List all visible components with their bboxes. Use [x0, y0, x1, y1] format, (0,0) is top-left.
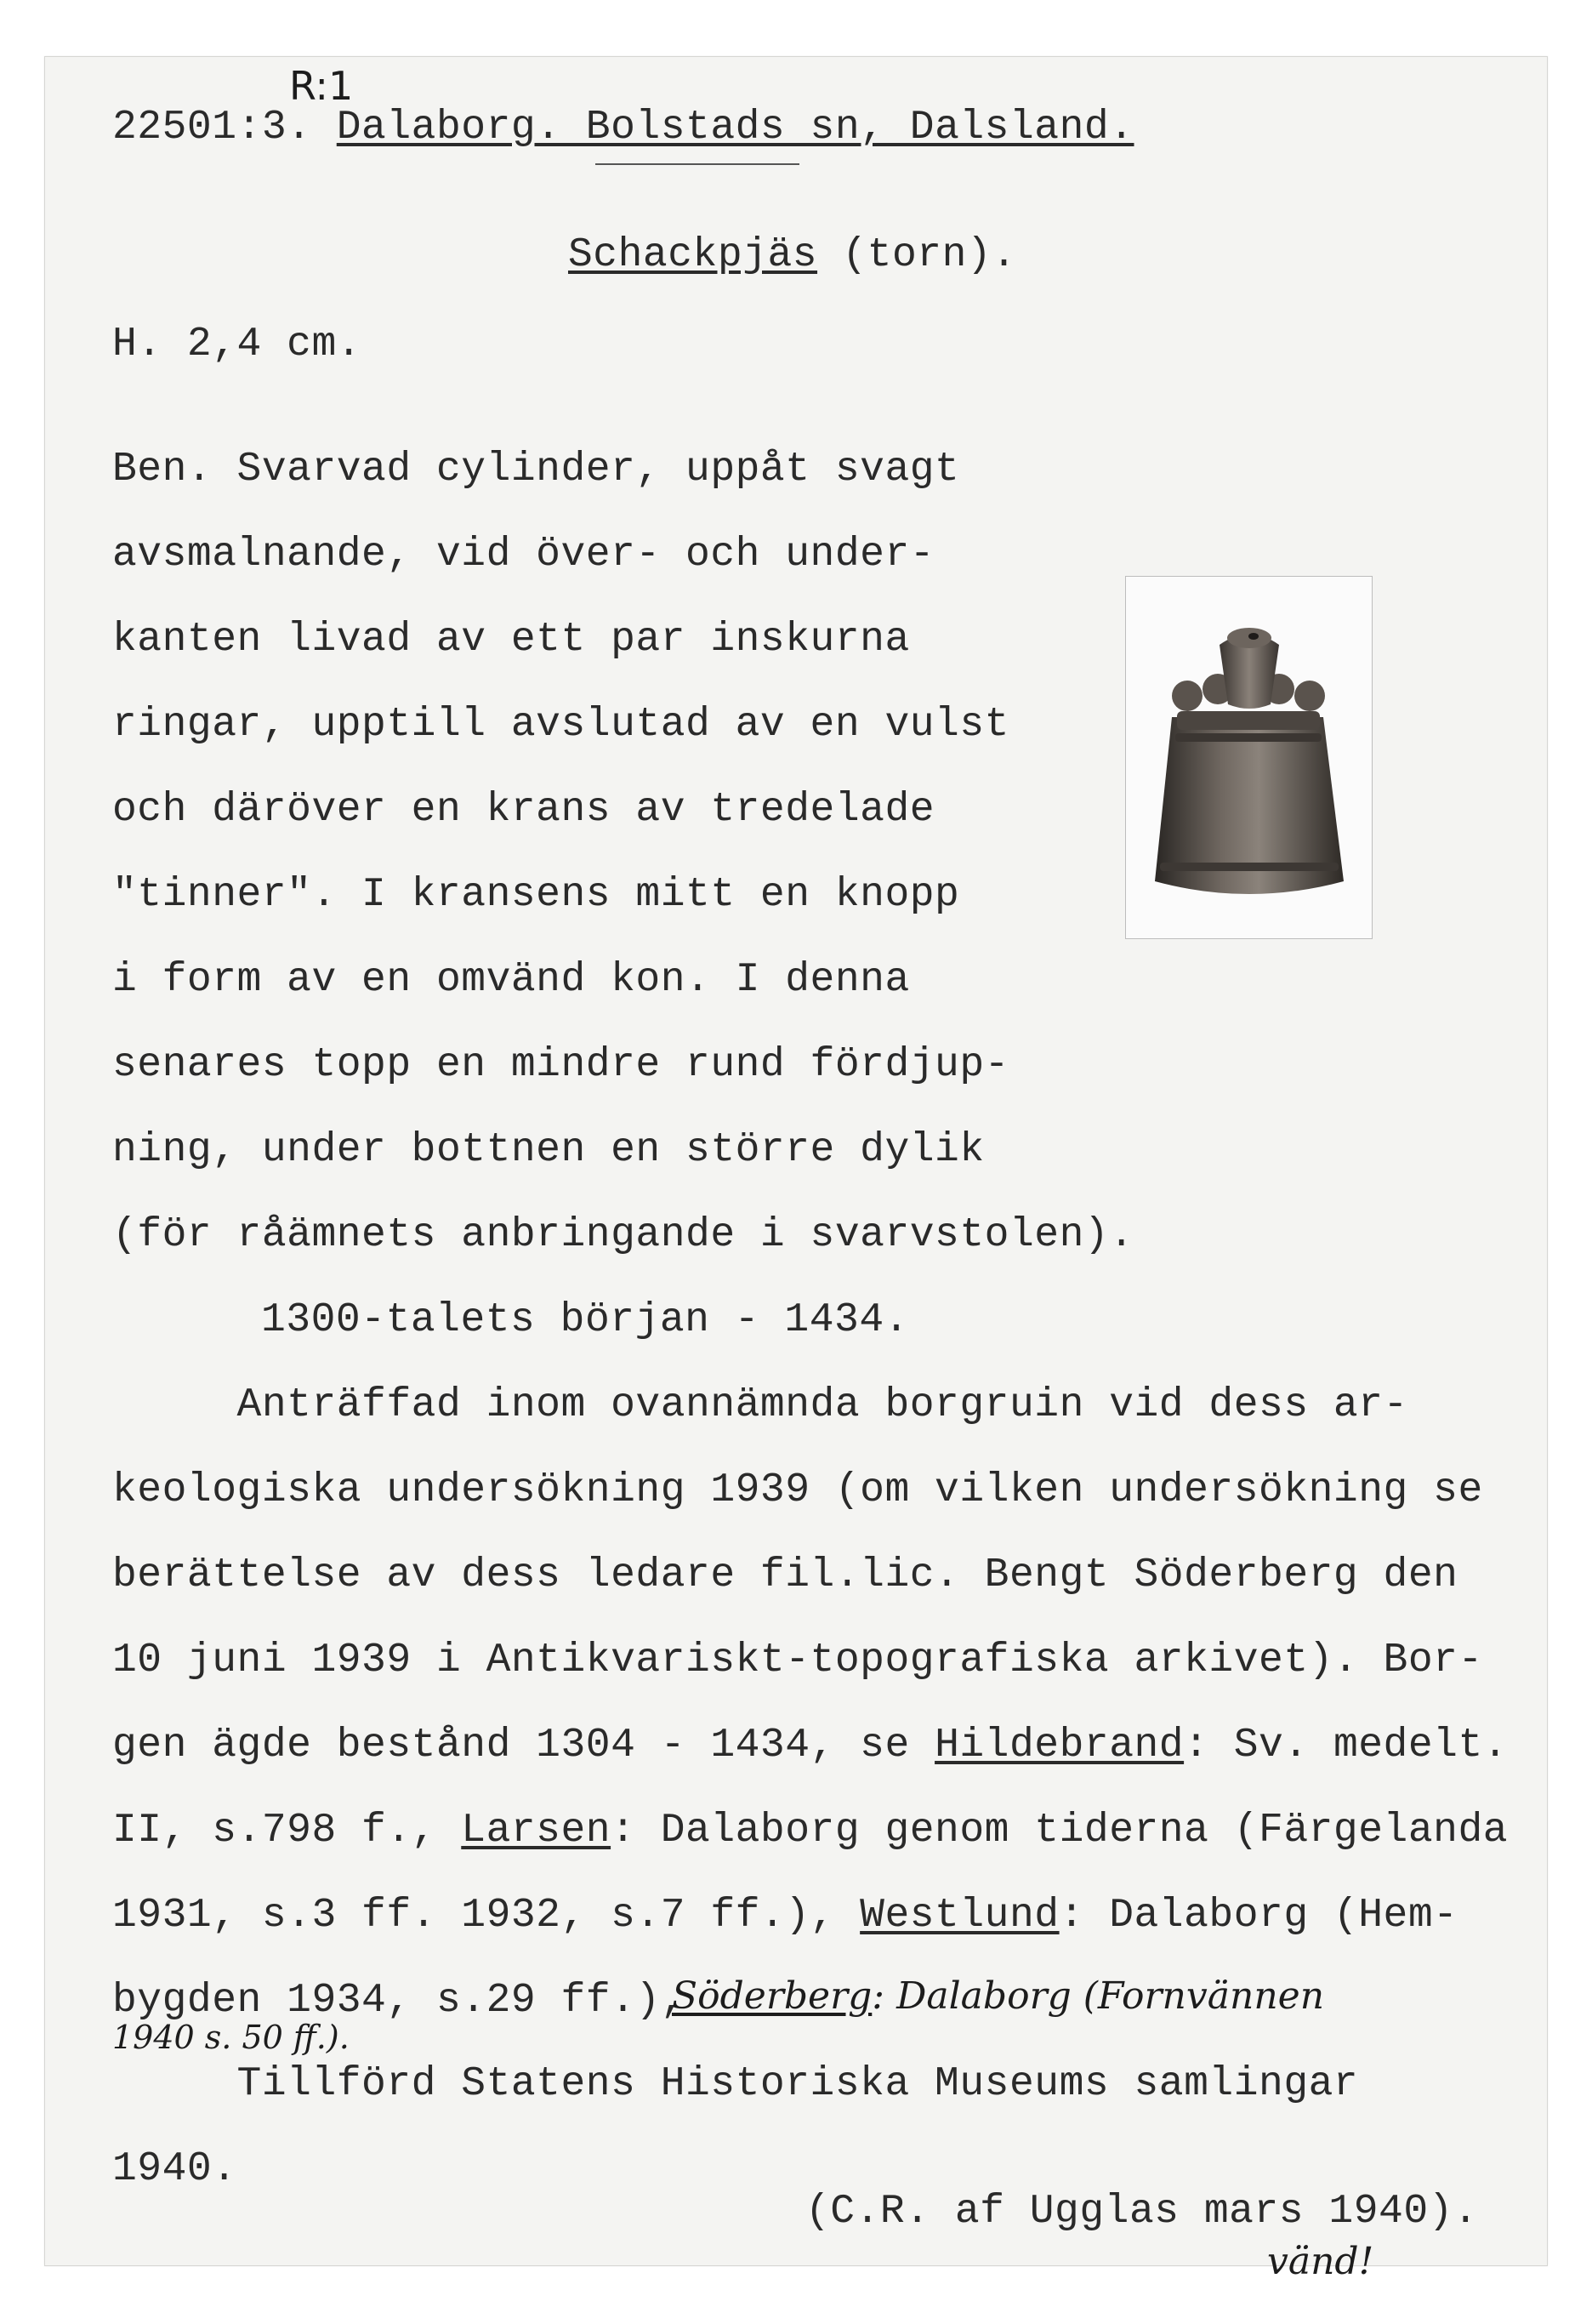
acquisition-line: Tillförd Statens Historiska Museums samlingar	[112, 2061, 1359, 2107]
reference-author: Larsen	[461, 1808, 611, 1854]
handwritten-reference	[672, 1975, 1324, 2018]
text-fragment: II, s.798 f.,	[112, 1808, 462, 1854]
description-line: ringar, upptill avslutad av en vulst	[112, 702, 1009, 748]
object-title	[568, 230, 1016, 281]
description-line: avsmalnande, vid över- och under-	[112, 532, 935, 578]
text-fragment: 1931, s.3 ff. 1932, s.7 ff.),	[112, 1893, 861, 1939]
text-fragment: : Dalaborg genom tiderna (Färgelanda	[611, 1808, 1509, 1854]
reference-author: Hildebrand	[935, 1723, 1185, 1769]
text-fragment: : Dalaborg (Hem-	[1059, 1893, 1458, 1939]
reference-author: Westlund	[860, 1893, 1060, 1939]
object-name: Schackpjäs	[568, 232, 818, 278]
find-line	[112, 1890, 1458, 1941]
find-line: berättelse av dess ledare fil.lic. Bengt Söderberg den	[112, 1552, 1458, 1598]
inventory-number: 22501:3.	[112, 105, 312, 151]
divider	[595, 163, 799, 165]
header-line	[112, 102, 1134, 153]
find-line: 10 juni 1939 i Antikvariskt-topografiska arkivet). Bor-	[112, 1638, 1483, 1683]
text-fragment: gen ägde bestånd 1304 - 1434, se	[112, 1723, 935, 1769]
dating: 1300-talets början - 1434.	[261, 1297, 909, 1343]
acquisition-year: 1940.	[112, 2146, 237, 2192]
object-height: H. 2,4 cm.	[112, 322, 362, 367]
find-place: Dalaborg. Bolstads sn, Dalsland.	[336, 105, 1134, 151]
shelf-mark: R:1	[289, 63, 354, 109]
chess-rook-photo	[1126, 577, 1372, 938]
handwritten-reference-cont: 1940 s. 50 ff.).	[112, 2019, 350, 2056]
description-line: ning, under bottnen en större dylik	[112, 1127, 985, 1173]
find-line	[112, 1805, 1508, 1856]
object-photo	[1125, 576, 1373, 939]
object-name-suffix: (torn).	[817, 232, 1017, 278]
description-line: Ben. Svarvad cylinder, uppåt svagt	[112, 447, 960, 493]
find-line	[112, 1720, 1508, 1771]
description-line: (för råämnets anbringande i svarvstolen).	[112, 1212, 1134, 1258]
reference-author: Söderberg	[672, 1974, 873, 2018]
description-line: och däröver en krans av tredelade	[112, 787, 935, 833]
description-line: senares topp en mindre rund fördjup-	[112, 1042, 1009, 1088]
signature: (C.R. af Ugglas mars 1940).	[805, 2189, 1479, 2235]
description-line: i form av en omvänd kon. I denna	[112, 957, 910, 1003]
find-line: Anträffad inom ovannämnda borgruin vid dess ar-	[112, 1382, 1408, 1428]
find-line: keologiska undersökning 1939 (om vilken undersökning se	[112, 1467, 1483, 1513]
turn-note: vänd!	[1267, 2240, 1374, 2283]
text-fragment: : Dalaborg (Fornvännen	[872, 1974, 1325, 2018]
find-line: bygden 1934, s.29 ff.),	[112, 1978, 686, 2024]
description-line: "tinner". I kransens mitt en knopp	[112, 872, 960, 918]
text-fragment: : Sv. medelt.	[1184, 1723, 1509, 1769]
description-line: kanten livad av ett par inskurna	[112, 617, 910, 663]
